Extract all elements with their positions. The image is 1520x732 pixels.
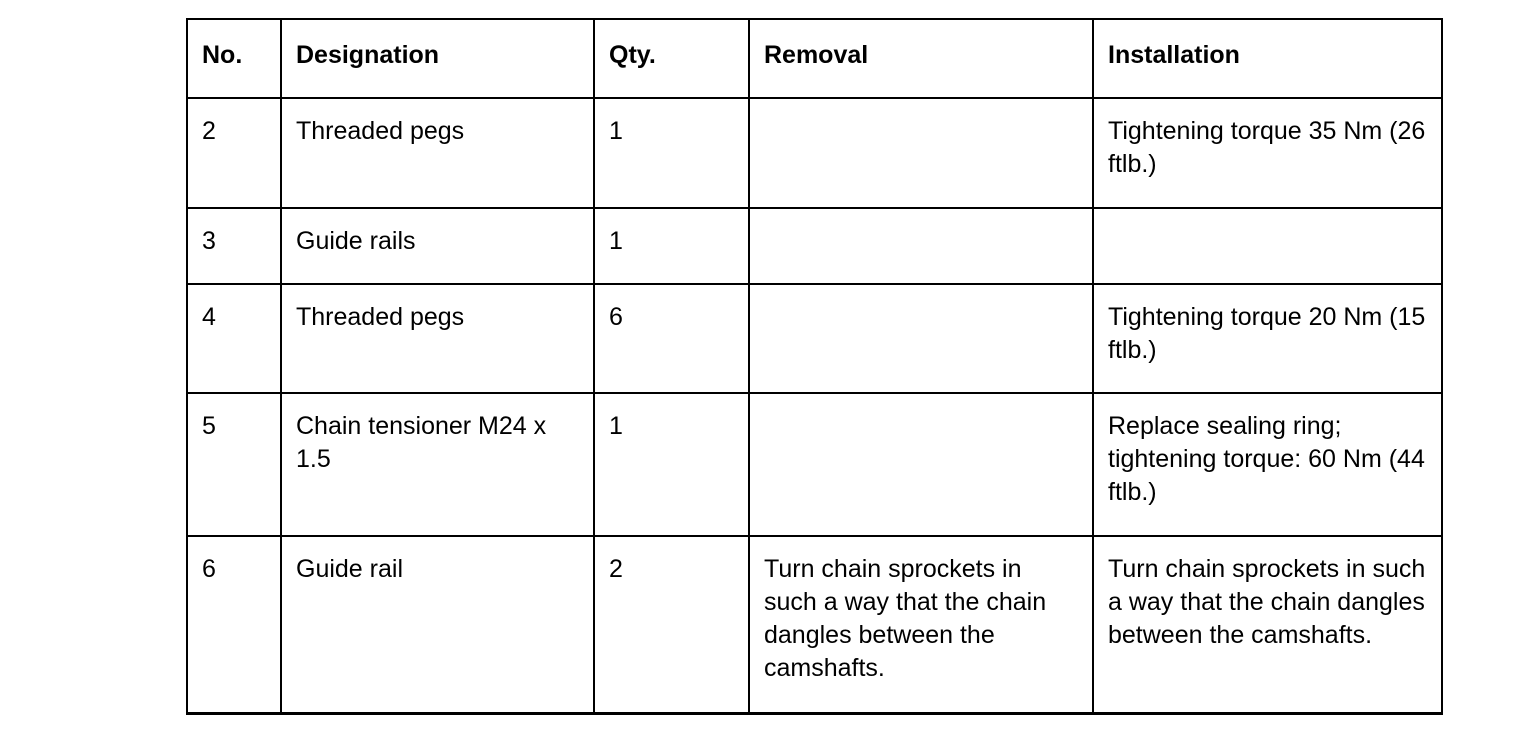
cell-qty: 2 bbox=[594, 536, 749, 713]
cell-no: 6 bbox=[187, 536, 281, 713]
header-no: No. bbox=[187, 19, 281, 98]
header-row bbox=[187, 19, 1442, 98]
cell-qty: 6 bbox=[594, 284, 749, 393]
cell-removal: Turn chain sprockets in such a way that the chain dangles between the camshafts. bbox=[749, 536, 1093, 713]
header-installation: Installation bbox=[1093, 19, 1442, 98]
parts-table bbox=[186, 18, 1443, 715]
cell-installation: Turn chain sprockets in such a way that the chain dangles between the camshafts. bbox=[1093, 536, 1442, 713]
cell-installation bbox=[1093, 208, 1442, 284]
table-row bbox=[187, 536, 1442, 713]
cell-designation: Guide rail bbox=[281, 536, 594, 713]
cell-no: 5 bbox=[187, 393, 281, 536]
table-row bbox=[187, 393, 1442, 536]
cell-removal bbox=[749, 208, 1093, 284]
table-header bbox=[187, 19, 1442, 98]
cell-qty: 1 bbox=[594, 98, 749, 208]
header-designation: Designation bbox=[281, 19, 594, 98]
cell-no: 4 bbox=[187, 284, 281, 393]
cell-removal bbox=[749, 98, 1093, 208]
cell-installation: Tightening torque 20 Nm (15 ftlb.) bbox=[1093, 284, 1442, 393]
header-qty: Qty. bbox=[594, 19, 749, 98]
cell-designation: Guide rails bbox=[281, 208, 594, 284]
cell-qty: 1 bbox=[594, 208, 749, 284]
cell-designation: Threaded pegs bbox=[281, 98, 594, 208]
cell-removal bbox=[749, 284, 1093, 393]
table-row bbox=[187, 284, 1442, 393]
cell-no: 2 bbox=[187, 98, 281, 208]
cell-qty: 1 bbox=[594, 393, 749, 536]
cell-designation: Chain tensioner M24 x 1.5 bbox=[281, 393, 594, 536]
cell-installation: Replace sealing ring; tightening torque: 60 Nm (44 ftlb.) bbox=[1093, 393, 1442, 536]
table-row bbox=[187, 208, 1442, 284]
table-body bbox=[187, 98, 1442, 713]
cell-no: 3 bbox=[187, 208, 281, 284]
table-row bbox=[187, 98, 1442, 208]
cell-removal bbox=[749, 393, 1093, 536]
cell-designation: Threaded pegs bbox=[281, 284, 594, 393]
header-removal: Removal bbox=[749, 19, 1093, 98]
cell-installation: Tightening torque 35 Nm (26 ftlb.) bbox=[1093, 98, 1442, 208]
